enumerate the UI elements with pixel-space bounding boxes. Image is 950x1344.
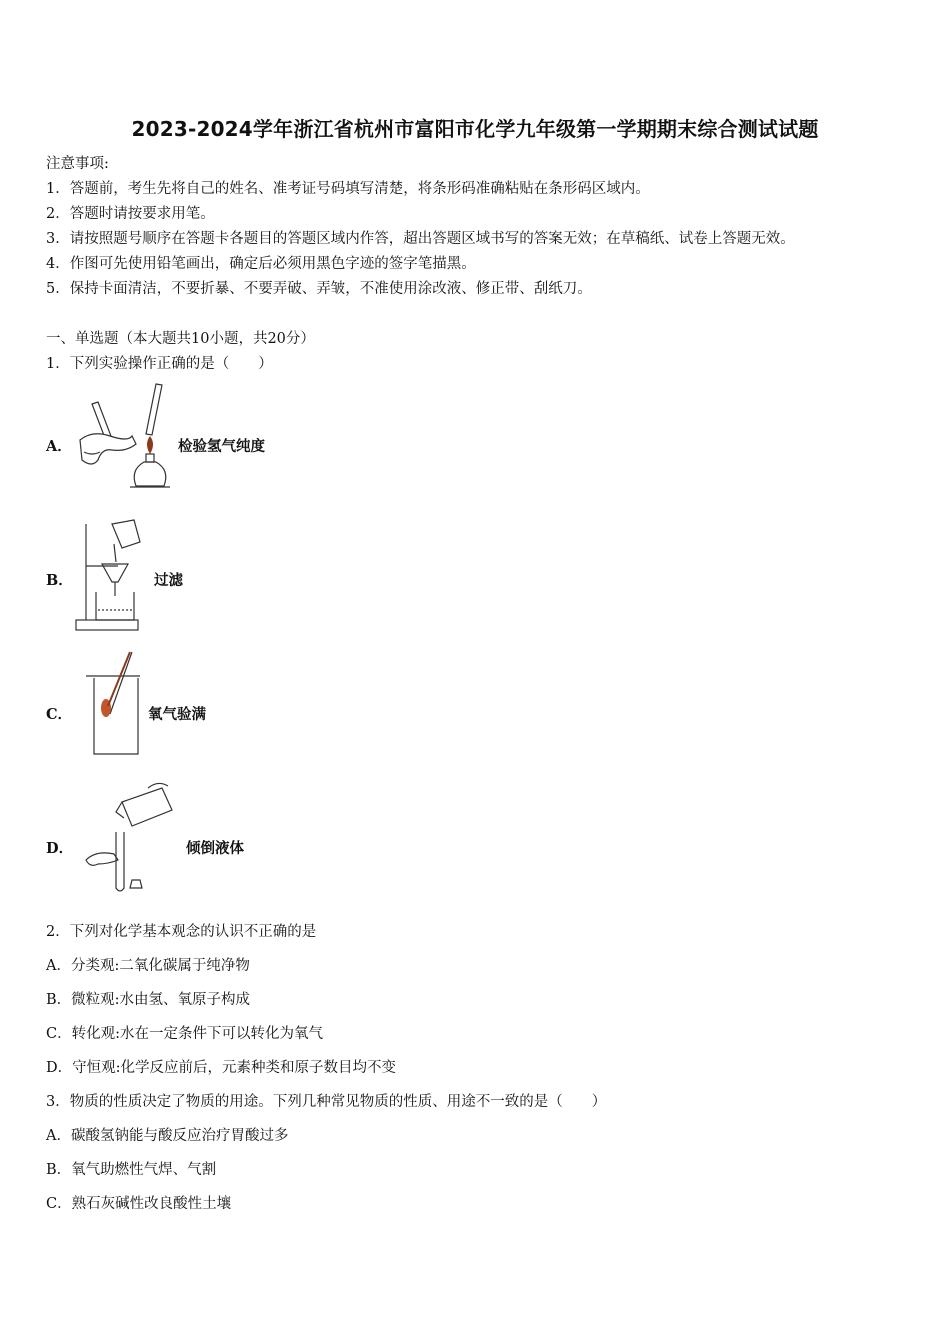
hydrogen-purity-test-icon [70,382,180,492]
q2-option: B．微粒观:水由氢、氧原子构成 [46,992,251,1008]
q1-option-c-text: 氧气验满 [148,706,206,723]
q1-option-b-letter: B． [46,572,73,589]
q1-option-d-text: 倾倒液体 [186,840,244,857]
q1-option-a-letter: A． [46,438,72,455]
notice-item: 4．作图可先使用铅笔画出，确定后必须用黑色字迹的签字笔描黑。 [46,256,476,272]
q2-option: D．守恒观:化学反应前后，元素种类和原子数目均不变 [46,1060,397,1076]
notice-item: 2．答题时请按要求用笔。 [46,206,215,222]
q3-option: C．熟石灰碱性改良酸性土壤 [46,1196,232,1212]
filtration-apparatus-icon [72,516,152,636]
q2-option: A．分类观:二氧化碳属于纯净物 [46,958,250,974]
notice-item: 1．答题前，考生先将自己的姓名、准考证号码填写清楚，将条形码准确粘贴在条形码区域内。 [46,181,650,197]
q3-option: B．氧气助燃性气焊、气割 [46,1162,217,1178]
q2-option: C．转化观:水在一定条件下可以转化为氧气 [46,1026,323,1042]
notice-item: 5．保持卡面清洁，不要折暴、不要弄破、弄皱，不准使用涂改液、修正带、刮纸刀。 [46,281,592,297]
question-3-stem: 3．物质的性质决定了物质的用途。下列几种常见物质的性质、用途不一致的是（ ） [46,1094,607,1110]
question-2-stem: 2．下列对化学基本观念的认识不正确的是 [46,924,317,940]
notice-heading: 注意事项: [46,156,109,172]
pouring-liquid-icon [78,780,188,895]
q3-option: A．碳酸氢钠能与酸反应治疗胃酸过多 [46,1128,289,1144]
q1-option-d-letter: D． [46,840,74,857]
page-title: 2023-2024学年浙江省杭州市富阳市化学九年级第一学期期末综合测试试题 [131,117,819,141]
section-heading: 一、单选题（本大题共10小题，共20分） [46,331,315,347]
question-1-stem: 1．下列实验操作正确的是（ ） [46,356,273,372]
oxygen-bottle-test-icon [80,648,150,758]
notice-item: 3．请按照题号顺序在答题卡各题目的答题区域内作答，超出答题区域书写的答案无效；在草稿纸、试卷上答题无效。 [46,231,795,247]
q1-option-c-letter: C． [46,706,73,723]
q1-option-a-text: 检验氢气纯度 [178,438,265,455]
q1-option-b-text: 过滤 [154,572,183,589]
